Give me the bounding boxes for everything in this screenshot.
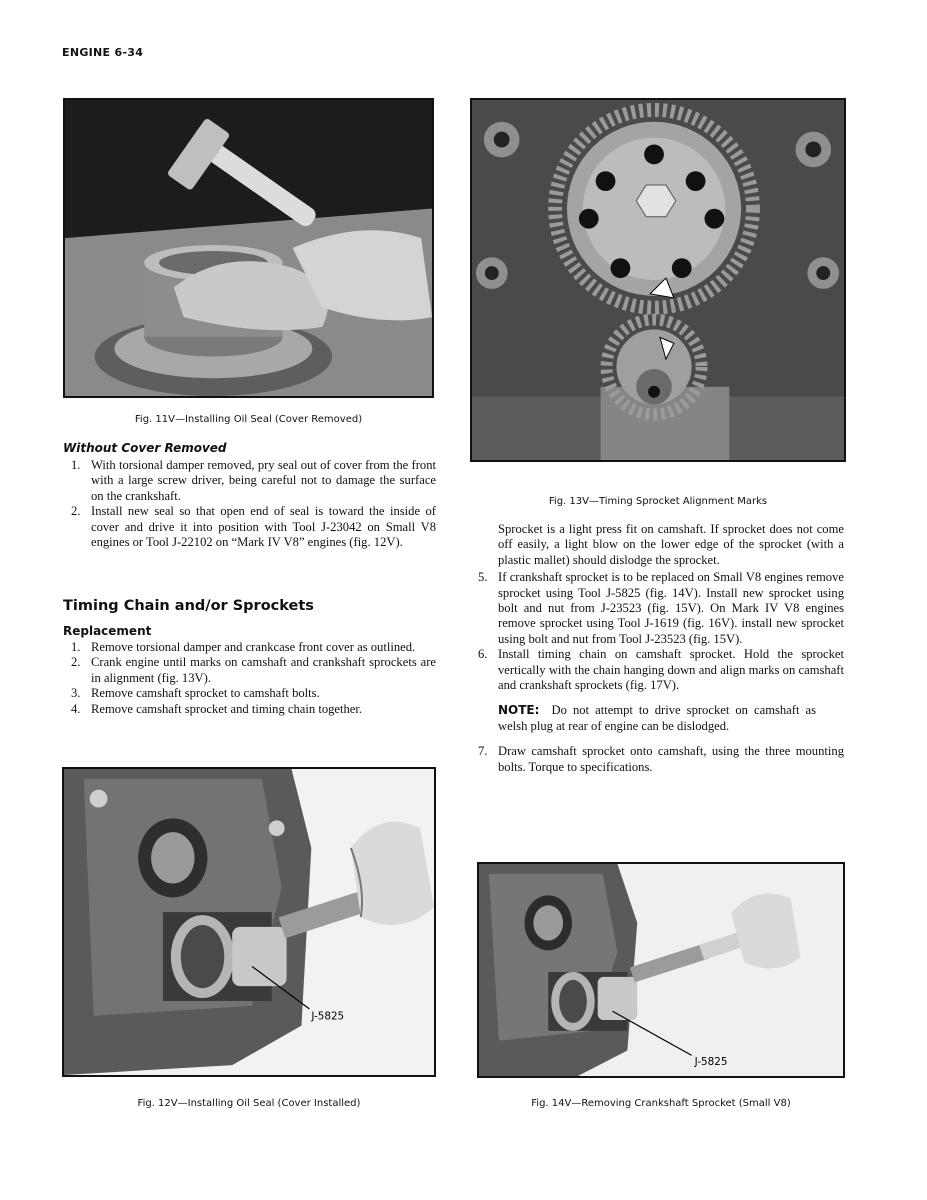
step-number: 4. <box>71 701 81 716</box>
step-number: 6. <box>478 647 488 662</box>
step-number: 2. <box>71 655 81 670</box>
fig13-caption: Fig. 13V—Timing Sprocket Alignment Marks <box>548 496 768 507</box>
list-item <box>63 504 436 550</box>
fig13-photo <box>470 98 846 462</box>
step-number: 1. <box>71 640 81 654</box>
fig14-tool-label: J-5825 <box>694 1056 728 1069</box>
note-text: Do not attempt to drive sprocket on camshaft as welsh plug at rear of engine can be dislodged. <box>498 703 816 733</box>
list-item <box>470 570 844 647</box>
list-item <box>470 647 844 693</box>
replacement-steps <box>63 640 436 717</box>
note-block <box>470 703 844 734</box>
right-column-text <box>470 522 844 775</box>
list-item <box>63 640 436 655</box>
without-cover-steps <box>63 458 436 550</box>
fig11-caption: Fig. 11V—Installing Oil Seal (Cover Removed) <box>134 414 363 425</box>
note-label: NOTE: <box>498 703 540 718</box>
page-header: ENGINE 6-34 <box>62 46 144 59</box>
step-text: Draw camshaft sprocket onto camshaft, using the three mounting bolts. Torque to specifications. <box>498 744 844 774</box>
step-text: Remove torsional damper and crankcase front cover as outlined. <box>91 640 416 654</box>
step-number: 3. <box>71 686 81 701</box>
step-text: If crankshaft sprocket is to be replaced on Small V8 engines remove sprocket using Tool J-5825 (fig. 14V). Install new sprocket using bolt and nut from J-23523 (fig. 15V). On Mark IV V8 engines remove sprocket using Tool J-1619 (fig. 16V). install new sprocket using bolt and nut from Tool J-23523 (fig. 15V). <box>498 570 844 646</box>
step-text: With torsional damper removed, pry seal out of cover from the front with a large screw driver, being careful not to damage the surface on the crankshaft. <box>91 458 436 503</box>
fig12-tool-label: J-5825 <box>311 1010 345 1023</box>
fig11-photo <box>63 98 434 398</box>
list-item <box>470 744 844 775</box>
list-item <box>63 702 436 717</box>
step-text: Install timing chain on camshaft sprocket. Hold the sprocket vertically with the chain hanging down and align marks on camshaft and crankshaft sprockets (fig. 17V). <box>498 647 844 693</box>
step-text: Install new seal so that open end of seal is toward the inside of cover and drive it into position with Tool J-23042 on Small V8 engines or Tool J-22102 on “Mark IV V8” engines (fig. 12V). <box>91 504 436 550</box>
without-cover-heading: Without Cover Removed <box>63 441 227 455</box>
section-heading: Timing Chain and/or Sprockets <box>63 598 314 614</box>
list-item <box>63 686 436 701</box>
step-number: 2. <box>71 504 81 519</box>
replacement-heading: Replacement <box>63 624 152 638</box>
step-number: 7. <box>478 744 488 759</box>
step-text: Remove camshaft sprocket and timing chain together. <box>91 701 363 716</box>
step-number: 1. <box>71 458 81 472</box>
intro-paragraph: Sprocket is a light press fit on camshaft. If sprocket does not come off easily, a light blow on the lower edge of the sprocket (with a plastic mallet) should dislodge the sprocket. <box>498 522 844 567</box>
step-text: Remove camshaft sprocket to camshaft bolts. <box>91 686 320 701</box>
list-item <box>63 458 436 504</box>
list-item <box>63 655 436 686</box>
fig12-photo <box>62 767 436 1077</box>
step-number: 5. <box>478 570 488 585</box>
step-text: Crank engine until marks on camshaft and crankshaft sprockets are in alignment (fig. 13V). <box>91 655 436 685</box>
fig14-photo <box>477 862 845 1078</box>
fig14-caption: Fig. 14V—Removing Crankshaft Sprocket (Small V8) <box>531 1098 791 1109</box>
fig12-caption: Fig. 12V—Installing Oil Seal (Cover Installed) <box>137 1098 361 1109</box>
